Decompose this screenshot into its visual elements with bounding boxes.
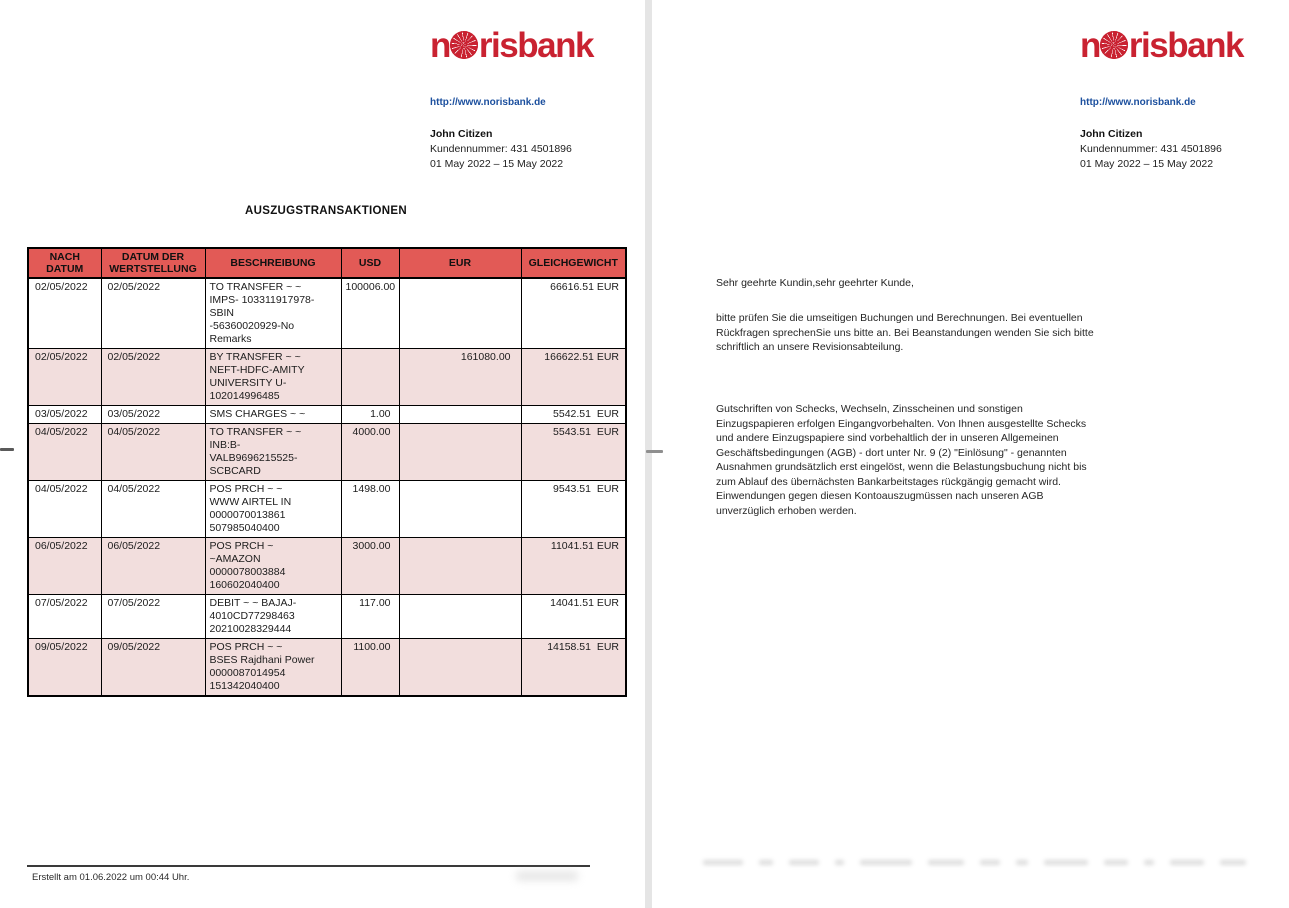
scan-fold-mark-left <box>0 448 14 451</box>
cell-description: TO TRANSFER ~ ~ INB:B- VALB9696215525- SCBCARD <box>205 424 341 481</box>
header-usd: USD <box>341 248 399 278</box>
transaction-row <box>28 595 626 639</box>
paragraph-check-bookings: bitte prüfen Sie die umseitigen Buchungen und Berechnungen. Bei eventuellen Rückfragen sprechenSie uns bitte an. Bei Beanstandungen wenden Sie sich bitte schriftlich an unsere Revisionsabteilung. <box>716 312 1094 353</box>
customer-name: John Citizen <box>1080 128 1143 140</box>
scan-smudge <box>759 860 773 865</box>
cell-date: 07/05/2022 <box>28 595 101 639</box>
cell-eur-amount <box>399 406 521 424</box>
cell-balance: 66616.51 EUR <box>521 278 626 349</box>
transaction-row <box>28 278 626 349</box>
cell-usd-amount: 3000.00 <box>341 538 399 595</box>
transaction-row <box>28 424 626 481</box>
cell-balance: 5543.51 EUR <box>521 424 626 481</box>
cell-date: 03/05/2022 <box>28 406 101 424</box>
cell-balance: 14158.51 EUR <box>521 639 626 697</box>
letterhead-right <box>1080 28 1289 170</box>
logo-text-risbank: risbank <box>478 26 593 65</box>
cell-value-date: 07/05/2022 <box>101 595 205 639</box>
scan-smudge <box>835 860 844 865</box>
header-beschreibung: BESCHREIBUNG <box>205 248 341 278</box>
cell-date: 09/05/2022 <box>28 639 101 697</box>
cell-usd-amount: 4000.00 <box>341 424 399 481</box>
cell-usd-amount: 100006.00 <box>341 278 399 349</box>
transactions-body <box>28 278 626 696</box>
scan-smudge <box>928 860 964 865</box>
cell-description: POS PRCH ~ ~ WWW AIRTEL IN 0000070013861 507985040400 <box>205 481 341 538</box>
cell-date: 04/05/2022 <box>28 424 101 481</box>
scan-smudge <box>980 860 1000 865</box>
cell-eur-amount <box>399 639 521 697</box>
header-datum-wertstellung: DATUM DER WERTSTELLUNG <box>101 248 205 278</box>
logo-o-icon <box>1100 31 1128 59</box>
faded-footer-smudges <box>703 860 1248 865</box>
cell-date: 02/05/2022 <box>28 278 101 349</box>
cell-description: TO TRANSFER ~ ~ IMPS- 103311917978- SBIN -56360020929-No Remarks <box>205 278 341 349</box>
cell-eur-amount <box>399 538 521 595</box>
logo-o-icon <box>450 31 478 59</box>
scan-smudge <box>1220 860 1246 865</box>
cell-eur-amount: 161080.00 <box>399 349 521 406</box>
salutation-line: Sehr geehrte Kundin,sehr geehrter Kunde, <box>716 277 914 289</box>
customer-number: Kundennummer: 431 4501896 <box>430 143 572 155</box>
scan-smudge <box>1044 860 1088 865</box>
header-nach-datum: NACH DATUM <box>28 248 101 278</box>
header-gleichgewicht: GLEICHGEWICHT <box>521 248 626 278</box>
norisbank-logo <box>1080 28 1289 63</box>
cell-description: POS PRCH ~ ~ BSES Rajdhani Power 0000087014954 151342040400 <box>205 639 341 697</box>
cell-usd-amount <box>341 349 399 406</box>
cell-eur-amount <box>399 278 521 349</box>
cell-date: 04/05/2022 <box>28 481 101 538</box>
cell-balance: 11041.51 EUR <box>521 538 626 595</box>
cell-value-date: 04/05/2022 <box>101 424 205 481</box>
cell-balance: 166622.51 EUR <box>521 349 626 406</box>
cell-value-date: 02/05/2022 <box>101 349 205 406</box>
customer-number: Kundennummer: 431 4501896 <box>1080 143 1222 155</box>
logo-text-n: n <box>1080 26 1100 65</box>
cell-usd-amount: 1.00 <box>341 406 399 424</box>
header-eur: EUR <box>399 248 521 278</box>
scan-smudge <box>516 871 578 881</box>
scan-smudge <box>860 860 912 865</box>
transaction-row <box>28 349 626 406</box>
statement-period: 01 May 2022 – 15 May 2022 <box>1080 158 1214 170</box>
cell-description: DEBIT ~ ~ BAJAJ- 4010CD77298463 20210028329444 <box>205 595 341 639</box>
cell-value-date: 09/05/2022 <box>101 639 205 697</box>
cell-balance: 5542.51 EUR <box>521 406 626 424</box>
scan-smudge <box>789 860 819 865</box>
bank-url: http://www.norisbank.de <box>1080 97 1196 108</box>
transaction-row <box>28 406 626 424</box>
paragraph-agb-terms: Gutschriften von Schecks, Wechseln, Zinsscheinen und sonstigen Einzugspapieren erfolgen Eingangvorbehalten. Von Ihnen ausgestellte Schecks und andere Einzugspapiere sind vorbehaltlich der in unseren Allgemeinen Geschäftsbedingungen (AGB) - dort unter Nr. 9 (2) "Einlösung" - genannten Ausnahmen grundsätzlich erst eingelöst, wenn die Belastungsbuchung nicht bis zum Ablauf des übernächsten Bankarbeitstages rückgängig gemacht wird. Einwendungen gegen diesen Kontoauszugmüssen nach unseren AGB unverzüglich erhoben werden. <box>716 403 1087 517</box>
scan-smudge <box>1104 860 1128 865</box>
scan-fold-mark-middle <box>646 450 663 453</box>
cell-date: 02/05/2022 <box>28 349 101 406</box>
transaction-row <box>28 538 626 595</box>
cell-balance: 9543.51 EUR <box>521 481 626 538</box>
cell-balance: 14041.51 EUR <box>521 595 626 639</box>
logo-text-n: n <box>430 26 450 65</box>
cell-usd-amount: 1100.00 <box>341 639 399 697</box>
letterhead-left <box>430 28 670 170</box>
cell-date: 06/05/2022 <box>28 538 101 595</box>
transaction-row <box>28 481 626 538</box>
cell-description: POS PRCH ~ ~AMAZON 0000078003884 160602040400 <box>205 538 341 595</box>
created-timestamp: Erstellt am 01.06.2022 um 00:44 Uhr. <box>32 872 190 883</box>
cell-value-date: 02/05/2022 <box>101 278 205 349</box>
scan-smudge <box>1144 860 1154 865</box>
bank-url: http://www.norisbank.de <box>430 97 546 108</box>
customer-name: John Citizen <box>430 128 493 140</box>
cell-value-date: 06/05/2022 <box>101 538 205 595</box>
cell-eur-amount <box>399 424 521 481</box>
scan-smudge <box>703 860 743 865</box>
scan-smudge <box>1170 860 1204 865</box>
cell-description: SMS CHARGES ~ ~ <box>205 406 341 424</box>
cell-value-date: 03/05/2022 <box>101 406 205 424</box>
table-header-row <box>28 248 626 278</box>
norisbank-logo <box>430 28 670 63</box>
transaction-row <box>28 639 626 697</box>
statement-title: AUSZUGSTRANSAKTIONEN <box>245 205 407 217</box>
cell-eur-amount <box>399 595 521 639</box>
cell-value-date: 04/05/2022 <box>101 481 205 538</box>
logo-text-risbank: risbank <box>1128 26 1243 65</box>
scan-smudge <box>1016 860 1028 865</box>
statement-period: 01 May 2022 – 15 May 2022 <box>430 158 564 170</box>
cell-description: BY TRANSFER ~ ~ NEFT-HDFC-AMITY UNIVERSITY U- 102014996485 <box>205 349 341 406</box>
cell-usd-amount: 1498.00 <box>341 481 399 538</box>
transactions-table <box>27 247 627 697</box>
cell-eur-amount <box>399 481 521 538</box>
cell-usd-amount: 117.00 <box>341 595 399 639</box>
footer-divider-line <box>27 865 590 867</box>
